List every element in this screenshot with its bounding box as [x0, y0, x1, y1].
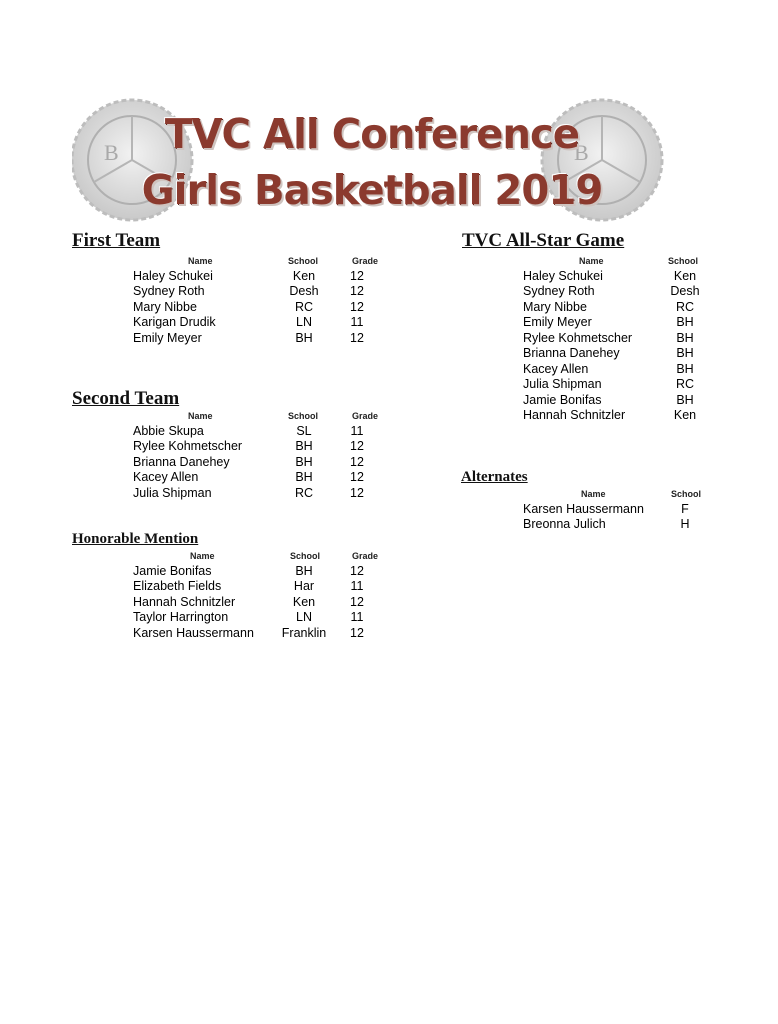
all-star-game-title: TVC All-Star Game	[462, 230, 625, 251]
player-name: Mary Nibbe	[523, 299, 587, 314]
player-name: Julia Shipman	[133, 485, 212, 500]
table-row	[133, 423, 371, 439]
player-name: Abbie Skupa	[133, 423, 204, 438]
honorable-mention-table	[133, 563, 371, 641]
table-row	[523, 330, 715, 346]
player-name: Emily Meyer	[133, 330, 202, 345]
banner-title-line1: TVC All Conference	[164, 110, 580, 158]
table-row	[523, 377, 715, 393]
table-row	[133, 579, 371, 595]
table-row	[523, 408, 715, 424]
table-row	[523, 299, 715, 315]
player-grade: 12	[350, 330, 364, 345]
player-school: Har	[293, 579, 315, 594]
column-spacer	[327, 470, 343, 486]
table-row	[523, 268, 715, 284]
player-name: Sydney Roth	[523, 284, 595, 299]
player-school: RC	[294, 299, 314, 314]
right-emblem-letter: B	[574, 140, 589, 165]
player-school: BH	[295, 470, 313, 485]
player-name: Kacey Allen	[133, 470, 199, 485]
player-school: LN	[296, 610, 312, 625]
table-row	[523, 346, 715, 362]
honorable-mention-header-school: School	[290, 551, 321, 561]
alternates-table	[523, 501, 715, 532]
player-school: LN	[296, 315, 312, 330]
second-team-header-grade: Grade	[352, 411, 379, 421]
table-row	[133, 454, 371, 470]
player-school: H	[680, 517, 690, 532]
column-spacer	[327, 423, 343, 439]
table-row	[133, 330, 371, 346]
first-team-table	[133, 268, 371, 346]
all-star-header-name: Name	[579, 256, 604, 266]
alternates-title: Alternates	[461, 469, 528, 485]
player-name: Karsen Haussermann	[133, 625, 254, 640]
table-row	[133, 563, 371, 579]
player-name: Taylor Harrington	[133, 610, 229, 625]
table-row	[523, 392, 715, 408]
column-spacer	[327, 330, 343, 346]
column-spacer	[327, 268, 343, 284]
player-school: Desh	[670, 284, 700, 299]
player-name: Haley Schukei	[133, 268, 213, 283]
table-row	[523, 315, 715, 331]
column-spacer	[327, 594, 343, 610]
player-grade: 11	[350, 423, 364, 438]
table-row	[523, 361, 715, 377]
banner	[72, 98, 672, 226]
player-name: Brianna Danehey	[523, 346, 620, 361]
player-grade: 12	[350, 594, 364, 609]
player-name: Karsen Haussermann	[523, 501, 644, 516]
column-spacer	[327, 454, 343, 470]
table-row	[523, 284, 715, 300]
player-grade: 12	[350, 268, 364, 283]
player-school: F	[681, 501, 689, 516]
banner-title-line2: Girls Basketball 2019	[141, 166, 603, 214]
player-name: Haley Schukei	[523, 268, 603, 283]
player-name: Emily Meyer	[523, 315, 592, 330]
player-school: BH	[676, 330, 694, 345]
player-name: Jamie Bonifas	[523, 392, 602, 407]
table-row	[133, 594, 371, 610]
player-name: Karigan Drudik	[133, 315, 216, 330]
player-name: Elizabeth Fields	[133, 579, 222, 594]
first-team-title: First Team	[72, 230, 161, 251]
player-school: BH	[295, 454, 313, 469]
player-school: RC	[294, 485, 314, 500]
table-row	[133, 284, 371, 300]
second-team-header-school: School	[288, 411, 319, 421]
player-grade: 12	[350, 470, 364, 485]
player-school: BH	[295, 563, 313, 578]
player-grade: 12	[350, 284, 364, 299]
player-name: Hannah Schnitzler	[133, 594, 236, 609]
column-spacer	[327, 315, 343, 331]
player-grade: 12	[350, 454, 364, 469]
column-spacer	[327, 563, 343, 579]
player-name: Breonna Julich	[523, 517, 606, 532]
all-star-header-school: School	[668, 256, 699, 266]
player-school: BH	[295, 439, 313, 454]
column-spacer	[327, 485, 343, 501]
player-grade: 11	[350, 579, 364, 594]
player-school: Ken	[673, 268, 697, 283]
player-name: Rylee Kohmetscher	[133, 439, 243, 454]
column-spacer	[327, 579, 343, 595]
alternates-header-name: Name	[581, 489, 606, 499]
player-name: Brianna Danehey	[133, 454, 230, 469]
player-school: Franklin	[281, 625, 327, 640]
player-school: RC	[675, 299, 695, 314]
second-team-title: Second Team	[72, 388, 180, 409]
honorable-mention-title: Honorable Mention	[72, 531, 199, 547]
player-school: Ken	[673, 408, 697, 423]
table-row	[133, 299, 371, 315]
player-school: BH	[676, 361, 694, 376]
table-row	[133, 470, 371, 486]
player-school: Ken	[292, 594, 316, 609]
player-name: Kacey Allen	[523, 361, 589, 376]
table-row	[133, 625, 371, 641]
player-name: Jamie Bonifas	[133, 563, 212, 578]
player-name: Mary Nibbe	[133, 299, 197, 314]
player-grade: 12	[350, 299, 364, 314]
player-name: Rylee Kohmetscher	[523, 330, 633, 345]
player-school: BH	[676, 392, 694, 407]
player-grade: 12	[350, 439, 364, 454]
player-grade: 11	[350, 315, 364, 330]
player-grade: 11	[350, 610, 364, 625]
first-team-header-school: School	[288, 256, 319, 266]
player-school: BH	[676, 346, 694, 361]
first-team-header-name: Name	[188, 256, 213, 266]
honorable-mention-header-name: Name	[190, 551, 215, 561]
player-name: Julia Shipman	[523, 377, 602, 392]
first-team-header-grade: Grade	[352, 256, 379, 266]
player-school: Desh	[289, 284, 319, 299]
player-school: Ken	[292, 268, 316, 283]
column-spacer	[327, 625, 343, 641]
table-row	[133, 268, 371, 284]
table-row	[523, 517, 715, 533]
player-school: BH	[295, 330, 313, 345]
second-team-table	[133, 423, 371, 501]
table-row	[523, 501, 715, 517]
player-grade: 12	[350, 563, 364, 578]
column-spacer	[327, 439, 343, 455]
second-team-header-name: Name	[188, 411, 213, 421]
player-school: RC	[675, 377, 695, 392]
left-emblem-letter: B	[104, 140, 119, 165]
player-school: SL	[296, 423, 312, 438]
player-school: BH	[676, 315, 694, 330]
column-spacer	[327, 284, 343, 300]
table-row	[133, 439, 371, 455]
alternates-header-school: School	[671, 489, 702, 499]
column-spacer	[327, 610, 343, 626]
all-star-table	[523, 268, 715, 423]
player-name: Sydney Roth	[133, 284, 205, 299]
player-grade: 12	[350, 625, 364, 640]
table-row	[133, 315, 371, 331]
table-row	[133, 610, 371, 626]
player-name: Hannah Schnitzler	[523, 408, 626, 423]
column-spacer	[327, 299, 343, 315]
player-grade: 12	[350, 485, 364, 500]
table-row	[133, 485, 371, 501]
honorable-mention-header-grade: Grade	[352, 551, 379, 561]
